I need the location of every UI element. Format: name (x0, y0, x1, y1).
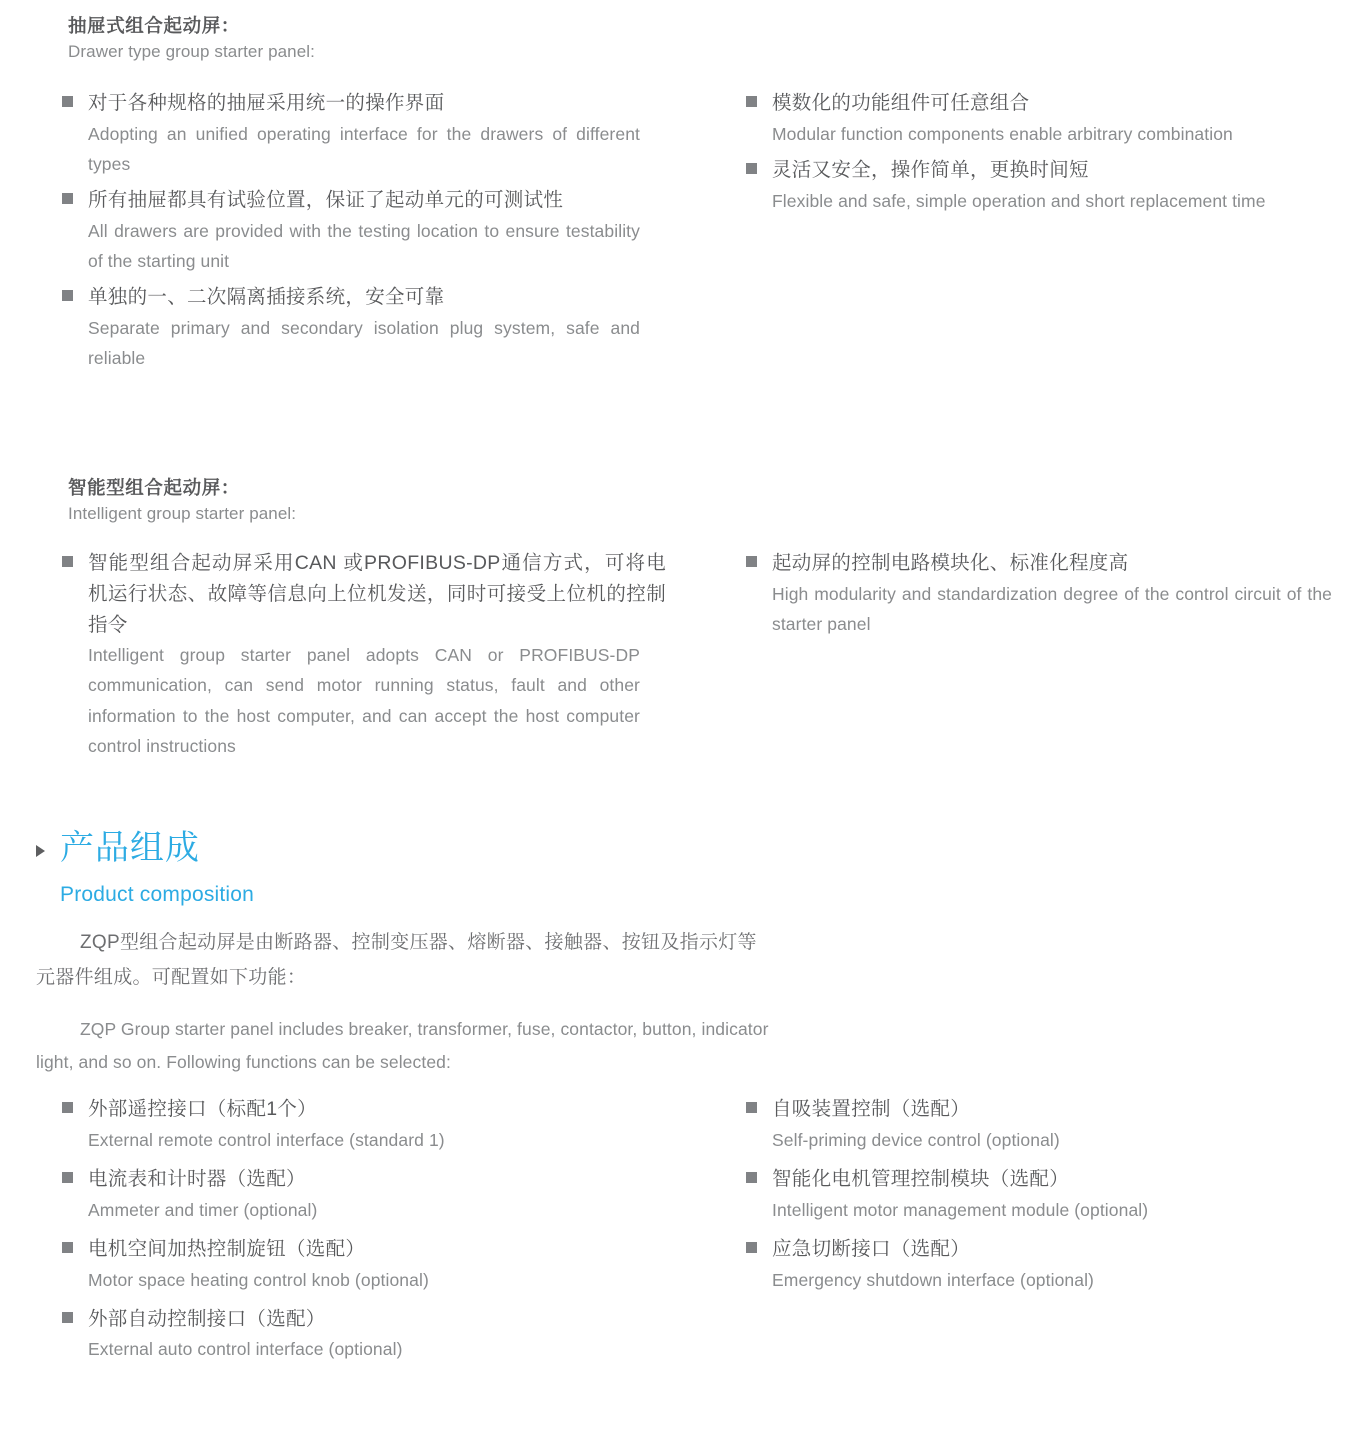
list-item-label-cn: 自吸装置控制（选配） (772, 1098, 971, 1120)
list-item (62, 88, 640, 179)
list-item-label-en: Ammeter and timer (optional) (88, 1199, 318, 1220)
list-item-label-cn: 单独的一、二次隔离插接系统，安全可靠 (88, 285, 445, 308)
list-item (62, 548, 666, 761)
list-item-label-cn: 灵活又安全，操作简单，更换时间短 (772, 158, 1089, 181)
list-item (746, 548, 1332, 639)
square-bullet-icon (62, 193, 73, 204)
intro-en-line2: light, and so on. Following functions can be selected: (36, 1052, 451, 1073)
page-title: 产品组成 (60, 829, 200, 867)
list-item-label-en: Separate primary and secondary isolation plug system, safe and reliable (88, 317, 640, 368)
list-item-label-en: Adopting an unified operating interface for the drawers of different types (88, 123, 640, 174)
list-item (62, 1304, 662, 1365)
intro-cn-line2: 元器件组成。可配置如下功能： (36, 967, 307, 989)
square-bullet-icon (746, 556, 757, 567)
list-item-label-cn: 所有抽屉都具有试验位置，保证了起动单元的可测试性 (88, 188, 564, 211)
section-intelligent-right-list (746, 548, 1332, 643)
product-composition-heading (36, 828, 656, 912)
list-item (746, 1094, 1326, 1155)
square-bullet-icon (746, 163, 757, 174)
page-subtitle: Product composition (60, 882, 255, 906)
section-intelligent-heading (68, 474, 668, 524)
list-item-label-en: Emergency shutdown interface (optional) (772, 1269, 1094, 1290)
list-item-label-en: Self-priming device control (optional) (772, 1129, 1060, 1150)
list-item-label-en: Intelligent group starter panel adopts CAN or PROFIBUS-DP communication, can send motor running status, fault and other information to the host computer, and can accept the host computer control instructions (88, 645, 640, 756)
list-item (62, 282, 640, 373)
list-item (746, 155, 1316, 216)
section-title-en: Drawer type group starter panel: (68, 42, 315, 61)
list-item-label-en: Flexible and safe, simple operation and short replacement time (772, 190, 1266, 211)
list-item-label-cn: 电流表和计时器（选配） (88, 1167, 306, 1190)
square-bullet-icon (62, 1102, 73, 1113)
list-item-label-cn: 起动屏的控制电路模块化、标准化程度高 (772, 552, 1129, 574)
square-bullet-icon (62, 1242, 73, 1253)
list-item-label-en: External auto control interface (optional) (88, 1339, 403, 1360)
square-bullet-icon (746, 1242, 757, 1253)
list-item-label-cn: 对于各种规格的抽屉采用统一的操作界面 (88, 92, 445, 114)
intro-paragraph-en (36, 1013, 1066, 1080)
list-item-label-cn: 电机空间加热控制旋钮（选配） (88, 1237, 366, 1260)
list-item-label-cn: 应急切断接口（选配） (772, 1237, 971, 1260)
section-title-cn: 智能型组合起动屏： (68, 477, 240, 498)
list-item (62, 1094, 662, 1155)
section-drawer-heading (68, 12, 668, 62)
section-intelligent-left-list (62, 548, 666, 765)
square-bullet-icon (746, 1102, 757, 1113)
square-bullet-icon (62, 1172, 73, 1183)
intro-en-line1: ZQP Group starter panel includes breaker, transformer, fuse, contactor, button, indicator (80, 1019, 769, 1039)
square-bullet-icon (62, 1312, 73, 1323)
square-bullet-icon (62, 96, 73, 107)
section-title-cn: 抽屉式组合起动屏： (68, 15, 240, 36)
list-item-label-en: Modular function components enable arbitrary combination (772, 123, 1233, 144)
list-item (746, 1164, 1326, 1225)
list-item (62, 1234, 662, 1295)
intro-cn-line1: ZQP型组合起动屏是由断路器、控制变压器、熔断器、接触器、按钮及指示灯等 (80, 932, 757, 953)
list-item-label-en: Motor space heating control knob (optional) (88, 1269, 429, 1290)
list-item (746, 88, 1316, 149)
triangle-right-icon (36, 845, 45, 857)
list-item (62, 185, 640, 276)
square-bullet-icon (746, 96, 757, 107)
list-item-label-cn: 智能化电机管理控制模块（选配） (772, 1167, 1070, 1190)
square-bullet-icon (62, 290, 73, 301)
section-drawer-left-list (62, 88, 640, 377)
square-bullet-icon (62, 556, 73, 567)
section-title-en: Intelligent group starter panel: (68, 504, 297, 523)
section-drawer-right-list (746, 88, 1316, 220)
square-bullet-icon (746, 1172, 757, 1183)
intro-paragraph-cn (36, 925, 1036, 995)
list-item-label-cn: 外部自动控制接口（选配） (88, 1307, 326, 1330)
list-item-label-cn: 模数化的功能组件可任意组合 (772, 92, 1030, 114)
composition-right-list (746, 1094, 1326, 1299)
composition-left-list (62, 1094, 662, 1369)
list-item-label-en: External remote control interface (standard 1) (88, 1129, 445, 1150)
list-item-label-en: All drawers are provided with the testing location to ensure testability of the starting unit (88, 220, 640, 271)
list-item-label-en: High modularity and standardization degree of the control circuit of the starter panel (772, 583, 1332, 634)
list-item (746, 1234, 1326, 1295)
list-item-label-cn: 外部遥控接口（标配1个） (88, 1098, 317, 1120)
list-item (62, 1164, 662, 1225)
list-item-label-cn: 智能型组合起动屏采用CAN 或PROFIBUS-DP通信方式，可将电机运行状态、故障等信息向上位机发送，同时可接受上位机的控制指令 (88, 552, 666, 636)
list-item-label-en: Intelligent motor management module (optional) (772, 1199, 1149, 1220)
